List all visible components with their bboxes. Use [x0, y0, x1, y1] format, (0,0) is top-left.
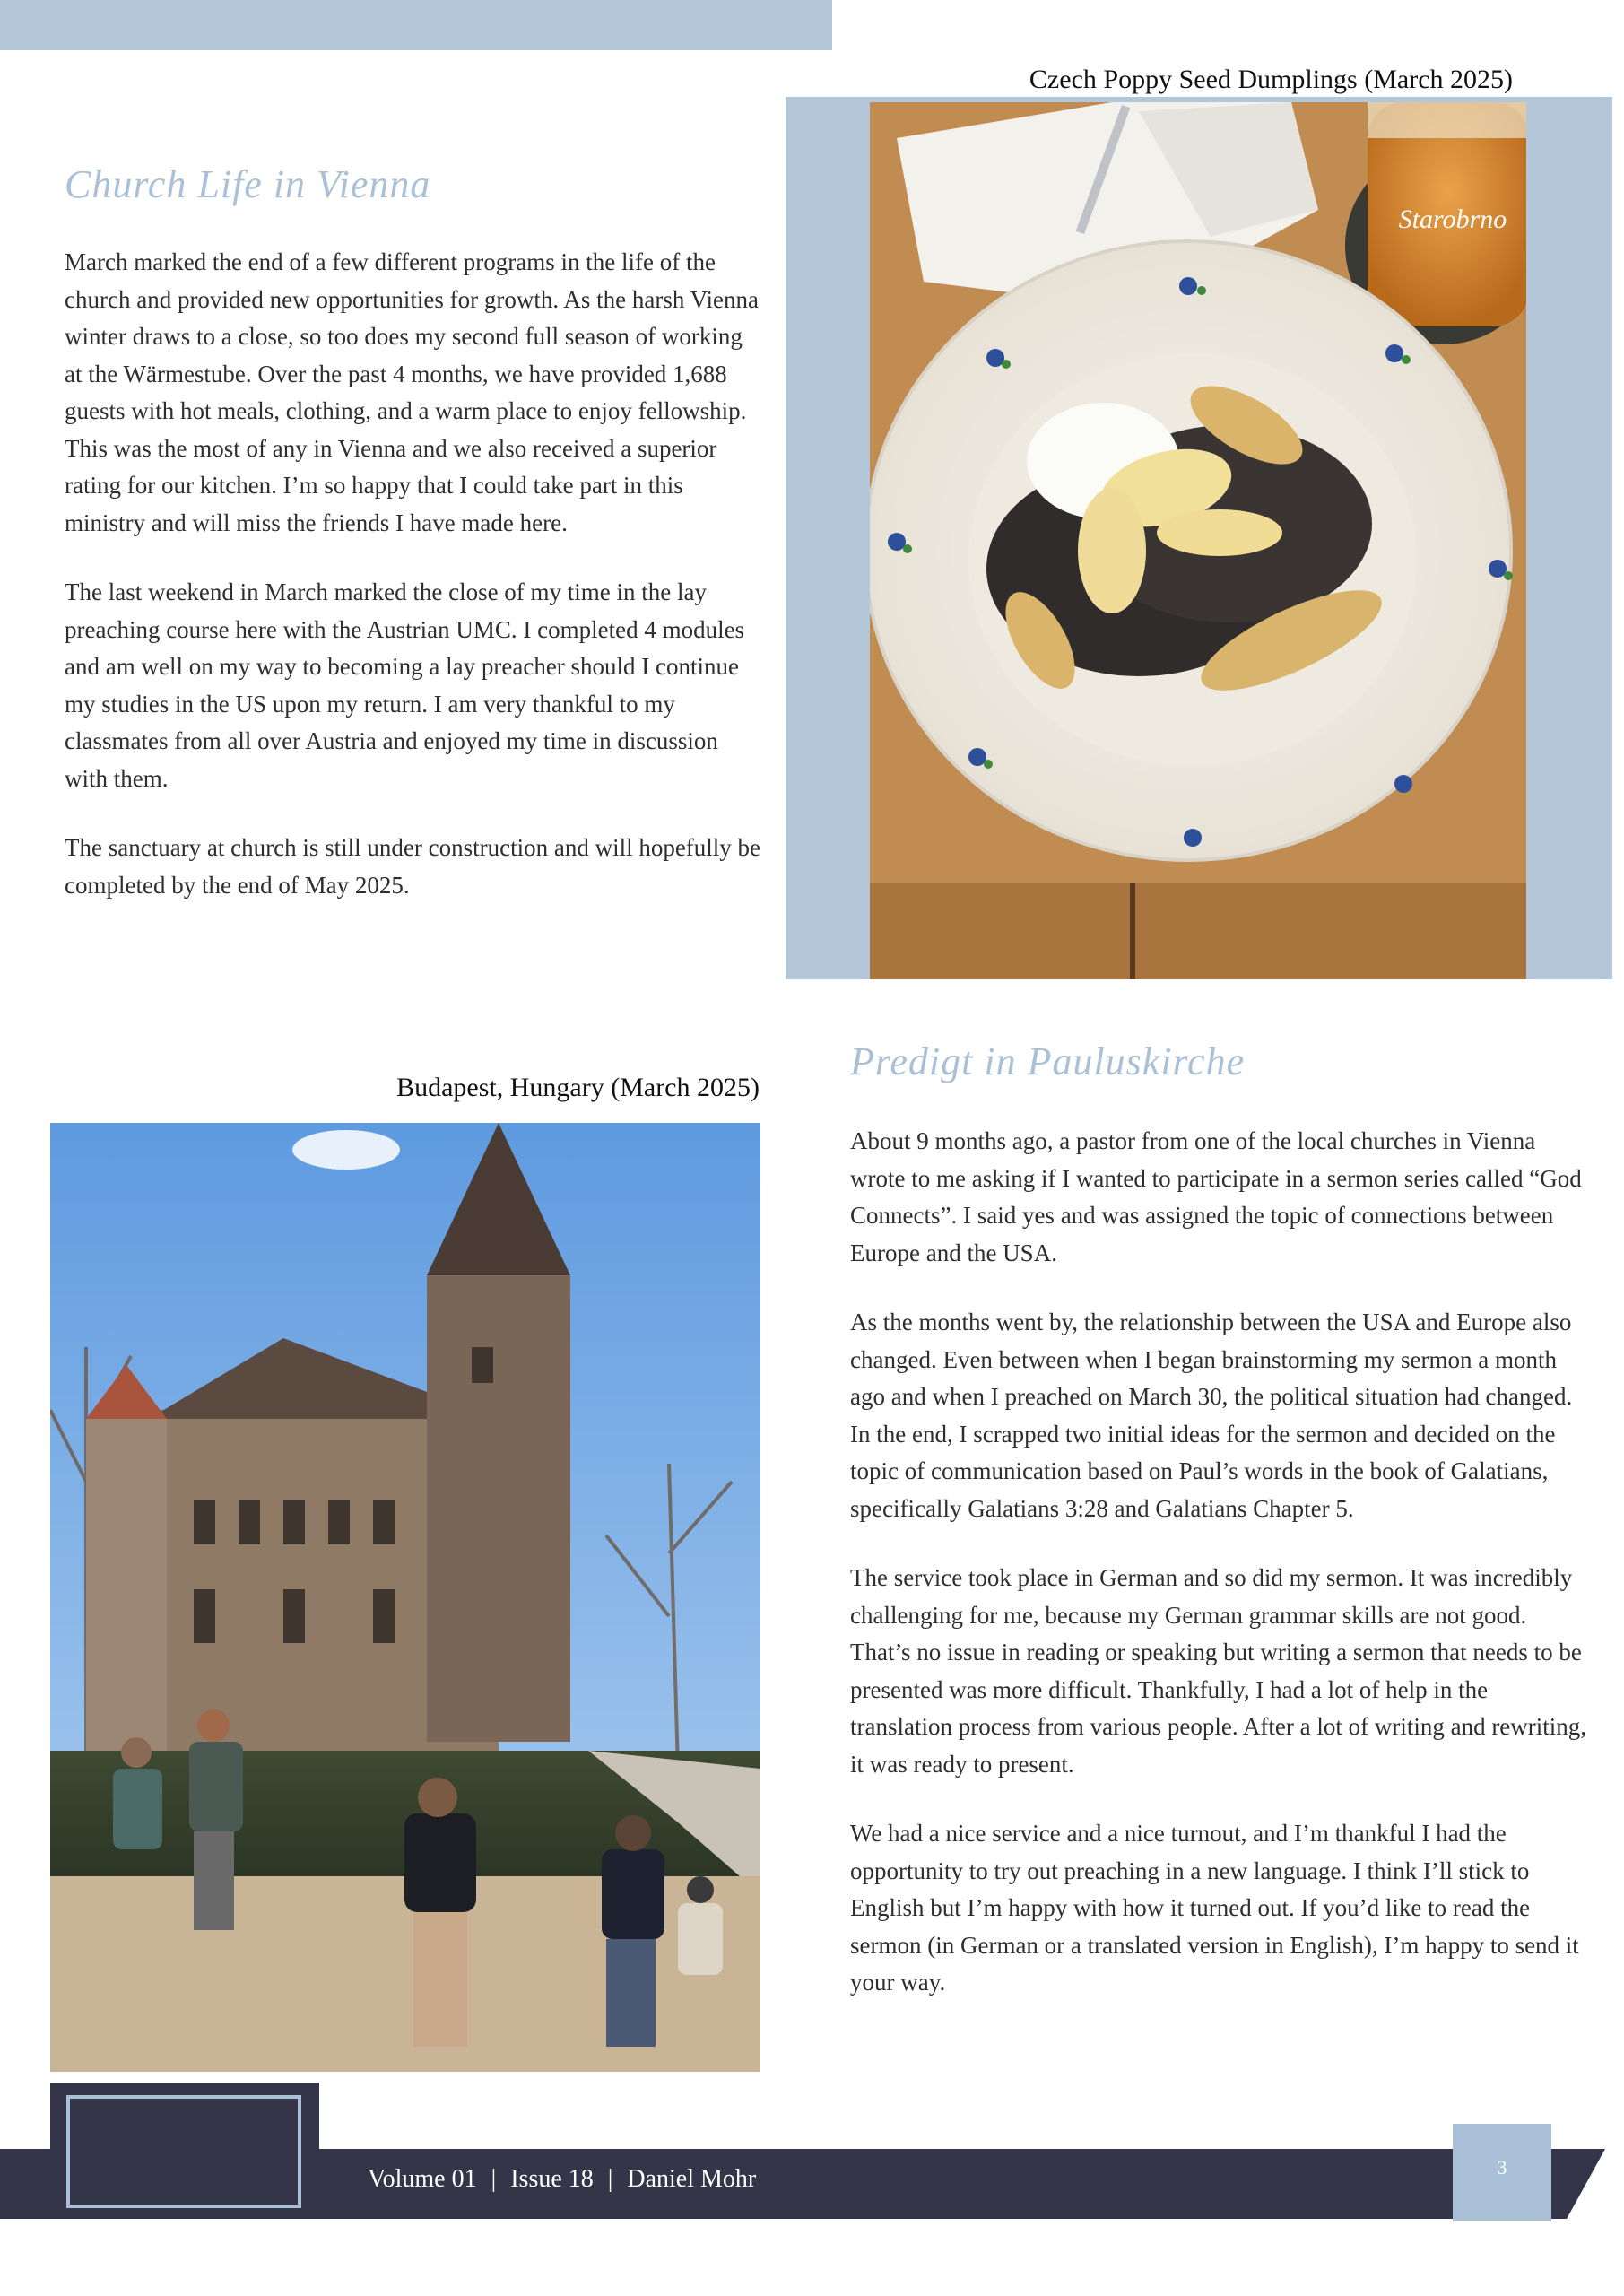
paragraph: The sanctuary at church is still under construction and will hopefully be completed by the end of May 2025.: [65, 834, 761, 899]
footer-issue-info: [368, 2165, 756, 2194]
footer-separator: |: [607, 2165, 613, 2193]
top-accent-band: [0, 0, 832, 50]
footer-issue: Issue 18: [510, 2165, 594, 2193]
paragraph: As the months went by, the relationship between the USA and Europe also changed. Even between when I began brainstorming my sermon a month ago and when I preached on March 30, the political situation had changed. In the end, I scrapped two initial ideas for the sermon and decided on the topic of communication based on Paul’s words in the book of Galatians, specifically Galatians 3:28 and Galatians Chapter 5.: [850, 1309, 1573, 1522]
section-heading-church-life: Church Life in Vienna: [65, 162, 431, 206]
footer-separator: |: [491, 2165, 497, 2193]
section-heading-predigt: Predigt in Pauluskirche: [850, 1039, 1246, 1083]
paragraph: We had a nice service and a nice turnout, and I’m thankful I had the opportunity to try out preaching in a new language. I think I’ll stick to English but I’m happy with how it turned out. If you’d like to read the sermon (in German or a translated version in English), I’m happy to send it your way.: [850, 1820, 1579, 1996]
paragraph: The service took place in German and so did my sermon. It was incredibly challenging for me, because my German grammar skills are not good. That’s no issue in reading or speaking but writing a sermon that needs to be presented was more difficult. Thankfully, I had a lot of help in the translation process from various people. After a lot of writing and rewriting, it was ready to present.: [850, 1564, 1587, 1778]
footer-author: Daniel Mohr: [627, 2165, 757, 2193]
section-body-church-life: [65, 244, 764, 936]
photo-budapest-castle: [50, 1123, 760, 2072]
photo-caption-dumplings: Czech Poppy Seed Dumplings (March 2025): [1029, 65, 1513, 94]
photo-caption-budapest: Budapest, Hungary (March 2025): [396, 1073, 760, 1102]
section-body-predigt: [850, 1123, 1591, 2034]
page-number: 3: [1497, 2156, 1507, 2179]
paragraph: March marked the end of a few different programs in the life of the church and provided new opportunities for growth. As the harsh Vienna winter draws to a close, so too does my second full season of working at the Wärmestube. Over the past 4 months, we have provided 1,688 guests with hot meals, clothing, and a warm place to enjoy fellowship. This was the most of any in Vienna and we also received a superior rating for our kitchen. I’m so happy that I could take part in this ministry and will miss the friends I have made here.: [65, 248, 759, 536]
photo-poppy-seed-dumplings: [870, 102, 1526, 979]
footer-decorative-frame: [66, 2095, 301, 2208]
mug-brand-text: Starobrno: [1398, 204, 1507, 234]
footer-volume: Volume 01: [368, 2165, 477, 2193]
paragraph: About 9 months ago, a pastor from one of the local churches in Vienna wrote to me asking if I wanted to participate in a sermon series called “God Connects”. I said yes and was assigned the topic of connections between Europe and the USA.: [850, 1127, 1582, 1266]
paragraph: The last weekend in March marked the close of my time in the lay preaching course here with the Austrian UMC. I completed 4 modules and am well on my way to becoming a lay preacher should I continue my studies in the US upon my return. I am very thankful to my classmates from all over Austria and enjoyed my time in discussion with them.: [65, 578, 745, 792]
